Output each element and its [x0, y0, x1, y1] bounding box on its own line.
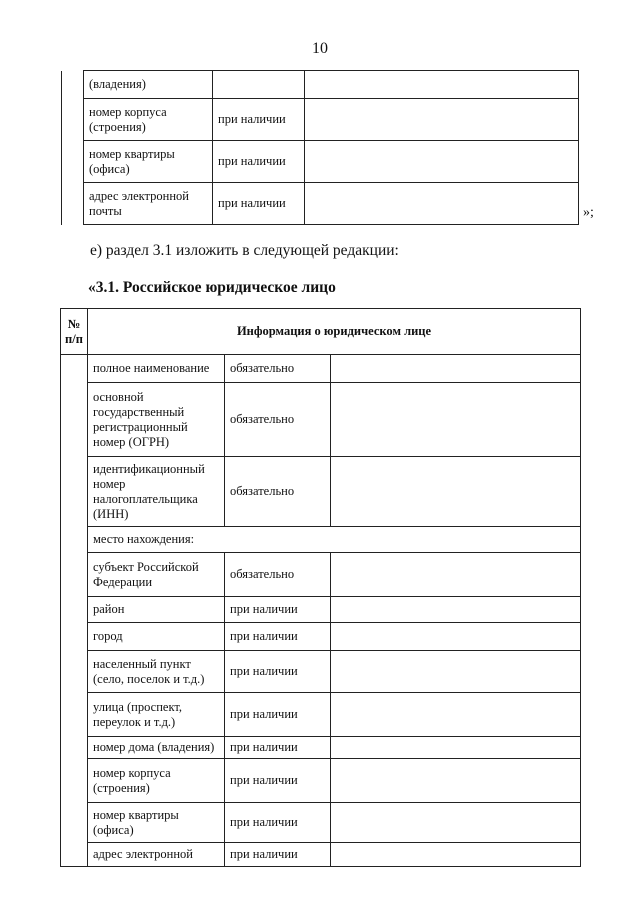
value-cell	[305, 99, 579, 141]
field-requirement: обязательно	[225, 355, 331, 383]
field-label: населенный пункт (село, поселок и т.д.)	[88, 651, 225, 693]
field-label: номер квартиры (офиса)	[84, 141, 213, 183]
value-cell	[305, 141, 579, 183]
field-label: полное наименование	[88, 355, 225, 383]
table-row	[61, 553, 581, 597]
field-requirement: при наличии	[225, 693, 331, 737]
field-label: субъект Российской Федерации	[88, 553, 225, 597]
table-row	[61, 843, 581, 867]
field-label: город	[88, 623, 225, 651]
value-cell	[331, 651, 581, 693]
table-row	[62, 71, 579, 99]
value-cell	[331, 623, 581, 651]
field-requirement: при наличии	[213, 183, 305, 225]
value-cell	[331, 597, 581, 623]
table-row	[61, 623, 581, 651]
value-cell	[331, 803, 581, 843]
field-label: номер дома (владения)	[88, 737, 225, 759]
column-header-number: № п/п	[61, 309, 88, 355]
field-requirement: при наличии	[225, 651, 331, 693]
continuation-table	[61, 70, 579, 225]
number-cell	[61, 355, 88, 867]
field-requirement: обязательно	[225, 383, 331, 457]
table-row	[61, 803, 581, 843]
field-requirement: при наличии	[225, 803, 331, 843]
table-row	[61, 527, 581, 553]
value-cell	[331, 355, 581, 383]
table-header-row	[61, 309, 581, 355]
field-requirement: при наличии	[213, 141, 305, 183]
table-row	[61, 383, 581, 457]
value-cell	[331, 553, 581, 597]
field-requirement: при наличии	[225, 843, 331, 867]
table-row	[61, 597, 581, 623]
value-cell	[331, 457, 581, 527]
amendment-paragraph: е) раздел 3.1 изложить в следующей редакции:	[90, 242, 399, 259]
field-label: улица (проспект, переулок и т.д.)	[88, 693, 225, 737]
value-cell	[331, 383, 581, 457]
field-label: номер квартиры (офиса)	[88, 803, 225, 843]
table-row	[61, 737, 581, 759]
field-label: адрес электронной	[88, 843, 225, 867]
table-row	[61, 355, 581, 383]
field-label: адрес электронной почты	[84, 183, 213, 225]
table-row	[62, 141, 579, 183]
value-cell	[331, 693, 581, 737]
field-label: (владения)	[84, 71, 213, 99]
section-heading: «3.1. Российское юридическое лицо	[88, 279, 336, 296]
field-requirement: при наличии	[225, 759, 331, 803]
field-requirement: при наличии	[225, 623, 331, 651]
legal-entity-table	[60, 308, 581, 867]
value-cell	[305, 71, 579, 99]
value-cell	[305, 183, 579, 225]
column-header-info: Информация о юридическом лице	[88, 309, 581, 355]
table-row	[61, 457, 581, 527]
table-row	[62, 183, 579, 225]
value-cell	[331, 737, 581, 759]
value-cell	[331, 759, 581, 803]
value-cell	[331, 843, 581, 867]
field-label: номер корпуса (строения)	[84, 99, 213, 141]
field-label: номер корпуса (строения)	[88, 759, 225, 803]
field-label: основной государственный регистрационный номер (ОГРН)	[88, 383, 225, 457]
field-requirement: при наличии	[225, 597, 331, 623]
field-requirement: при наличии	[225, 737, 331, 759]
table-row	[62, 99, 579, 141]
field-label: район	[88, 597, 225, 623]
table-row	[61, 693, 581, 737]
field-requirement: обязательно	[225, 553, 331, 597]
number-cell	[62, 71, 84, 225]
field-requirement: при наличии	[213, 99, 305, 141]
table-row	[61, 759, 581, 803]
table-row	[61, 651, 581, 693]
closing-quote: »;	[583, 205, 594, 220]
field-requirement: обязательно	[225, 457, 331, 527]
page-number: 10	[312, 40, 328, 57]
field-label: идентификационный номер налогоплательщика (ИНН)	[88, 457, 225, 527]
field-label: место нахождения:	[88, 527, 581, 553]
field-requirement	[213, 71, 305, 99]
